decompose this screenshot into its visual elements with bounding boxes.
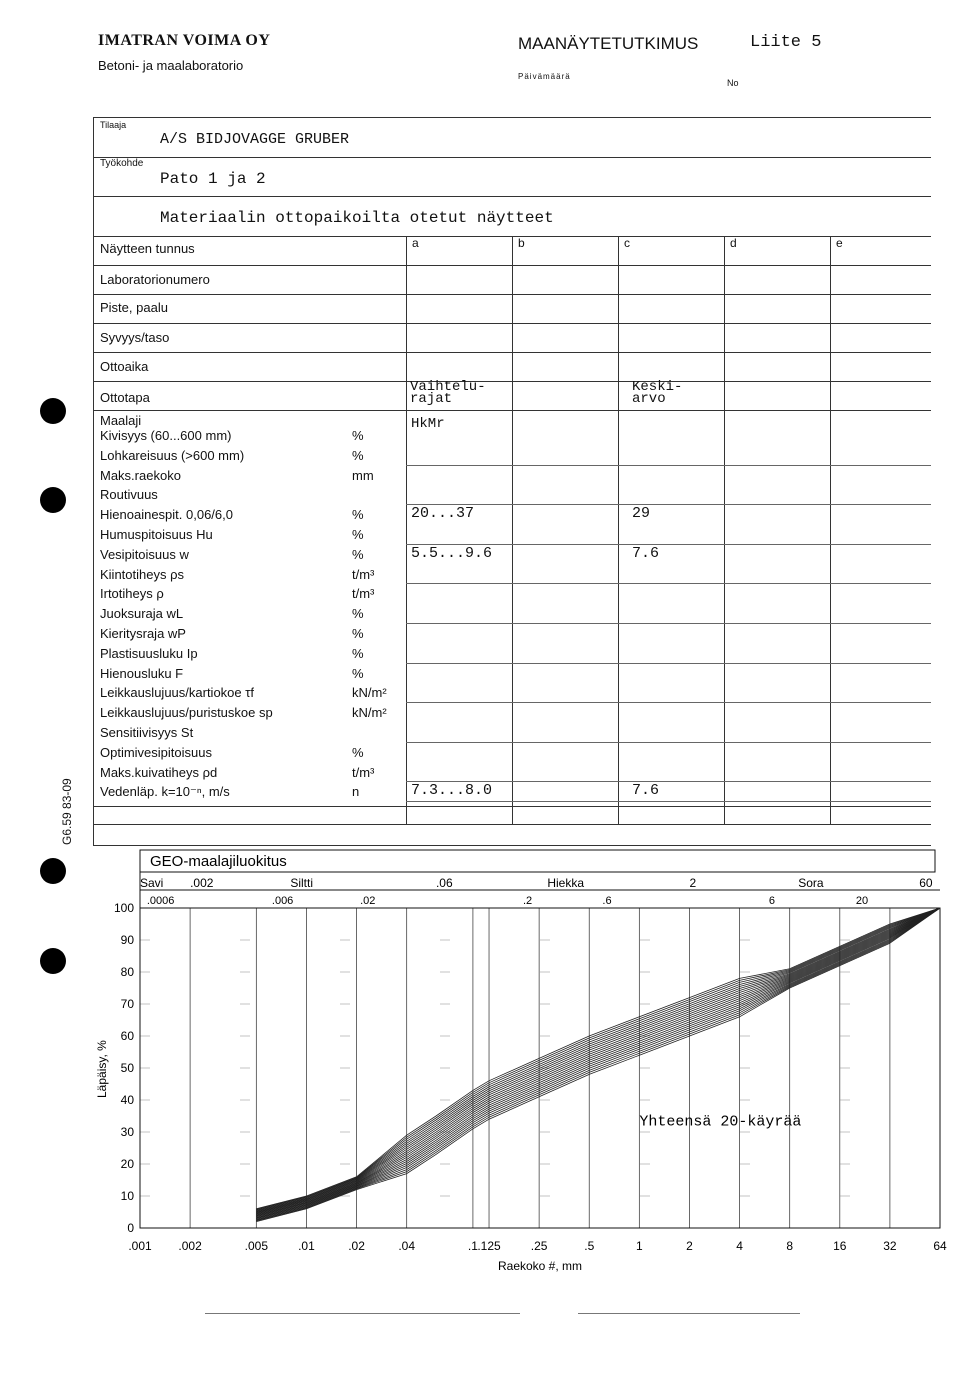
property-label: Optimivesipitoisuus <box>100 744 212 760</box>
property-label: Kieritysraja wP <box>100 626 186 641</box>
property-unit: % <box>352 527 364 542</box>
property-unit: % <box>352 626 364 641</box>
row-divider <box>406 663 931 664</box>
y-tick-label: 90 <box>120 933 134 947</box>
y-tick-label: 10 <box>120 1189 134 1203</box>
row-divider <box>93 824 931 825</box>
row-divider <box>406 583 931 584</box>
row-divider <box>93 806 931 807</box>
x-tick-label: 8 <box>786 1239 794 1253</box>
property-unit: n <box>352 784 360 800</box>
column-header-c: c <box>624 236 630 250</box>
chart-title: GEO-maalajiluokitus <box>150 853 287 870</box>
form-bottom-border <box>93 845 931 846</box>
x-tick-label: .002 <box>178 1239 202 1253</box>
property-label: Maks.raekoko <box>100 467 181 483</box>
curve-count-annotation: Yhteensä 20-käyrää <box>639 1113 802 1131</box>
property-unit: % <box>352 606 364 622</box>
property-unit: % <box>352 744 364 760</box>
sub-fraction-label: .2 <box>523 895 533 907</box>
property-mean-value: 7.6 <box>632 544 660 562</box>
gradation-curve <box>256 908 940 1215</box>
chart-labels <box>95 853 947 1273</box>
chart-curves <box>256 908 940 1222</box>
property-unit: t/m³ <box>352 586 375 602</box>
company-name: IMATRAN VOIMA OY <box>98 32 271 49</box>
y-tick-label: 80 <box>120 965 134 979</box>
sub-fraction-label: .6 <box>602 895 612 907</box>
footer-rule <box>578 1313 800 1314</box>
fraction-label: Savi <box>140 876 164 890</box>
property-label: Vedenläp. k=10⁻ⁿ, m/s <box>100 784 230 800</box>
property-label: Kivisyys (60...600 mm) <box>100 428 232 443</box>
row-label-lab-number: Laboratorionumero <box>100 272 210 287</box>
chart-grid <box>140 850 940 1228</box>
mean-header: Keski- arvo <box>632 379 683 407</box>
sub-fraction-label: .0006 <box>146 895 175 907</box>
worksite-label: Työkohde <box>100 158 144 169</box>
x-tick-label: .005 <box>244 1239 269 1253</box>
x-tick-label: .25 <box>530 1239 548 1253</box>
property-mean-value: 7.6 <box>632 782 660 800</box>
property-unit: kN/m² <box>352 685 387 701</box>
number-label: No <box>727 78 739 88</box>
y-tick-label: 60 <box>120 1029 134 1043</box>
column-divider <box>618 236 619 824</box>
punch-hole <box>40 398 66 424</box>
y-tick-label: 20 <box>120 1157 134 1171</box>
row-divider <box>406 702 931 703</box>
row-label-sample-id: Näytteen tunnus <box>100 241 195 256</box>
punch-hole <box>40 948 66 974</box>
punch-hole <box>40 858 66 884</box>
y-tick-label: 70 <box>120 997 134 1011</box>
row-divider <box>93 323 931 324</box>
x-tick-label: .01 <box>298 1239 315 1253</box>
property-unit: t/m³ <box>352 764 375 780</box>
property-range-value: 5.5...9.6 <box>411 544 493 562</box>
sub-fraction-label: 20 <box>855 895 869 907</box>
property-label: Juoksuraja wL <box>100 606 184 622</box>
y-tick-label: 40 <box>120 1093 134 1107</box>
form-title: MAANÄYTETUTKIMUS <box>518 34 699 53</box>
fraction-label: 2 <box>689 876 697 890</box>
x-tick-label: .1 <box>467 1239 478 1253</box>
property-label: Humuspitoisuus Hu <box>100 527 213 542</box>
y-tick-label: 100 <box>113 901 134 915</box>
client-label: Tilaaja <box>100 120 127 130</box>
property-label: Lohkareisuus (>600 mm) <box>100 447 245 463</box>
y-tick-label: 50 <box>120 1061 134 1075</box>
x-tick-label: 16 <box>833 1239 847 1253</box>
grain-size-chart <box>95 848 950 1278</box>
row-divider <box>93 410 931 411</box>
divider <box>93 196 931 197</box>
property-unit: % <box>352 645 364 661</box>
property-range-value: 20...37 <box>411 505 475 523</box>
fraction-label: .002 <box>190 876 214 890</box>
lab-name: Betoni- ja maalaboratorio <box>98 58 244 73</box>
property-label: Leikkauslujuus/puristuskoe sp <box>100 705 273 721</box>
column-divider <box>830 236 831 824</box>
property-unit: % <box>352 428 364 443</box>
x-tick-label: .5 <box>584 1239 595 1253</box>
x-tick-label: .125 <box>477 1239 501 1253</box>
property-label: Routivuus <box>100 487 158 503</box>
fraction-label: 60 <box>919 876 933 890</box>
property-unit: % <box>352 665 364 681</box>
sub-fraction-label: .006 <box>271 895 294 907</box>
x-tick-label: 1 <box>636 1239 643 1253</box>
punch-hole <box>40 487 66 513</box>
row-divider <box>93 352 931 353</box>
sub-fraction-label: .02 <box>360 895 376 907</box>
form-top-border <box>93 117 931 118</box>
margin-code: G6.59 83-09 <box>60 778 74 845</box>
fraction-label: Hiekka <box>547 876 585 890</box>
date-label: Päivämäärä <box>518 72 571 81</box>
gradation-curve <box>256 908 940 1213</box>
property-unit: kN/m² <box>352 705 387 721</box>
column-header-b: b <box>518 236 525 250</box>
fraction-label: Sora <box>798 876 824 890</box>
worksite-value: Pato 1 ja 2 <box>160 170 266 188</box>
attachment-label: Liite 5 <box>750 33 822 52</box>
row-divider <box>93 265 931 266</box>
sample-description: Materiaalin ottopaikoilta otetut näytteet <box>160 209 554 227</box>
client-value: A/S BIDJOVAGGE GRUBER <box>160 131 350 148</box>
property-label: Maks.kuivatiheys ρd <box>100 764 218 780</box>
fraction-label: Siltti <box>290 876 313 890</box>
x-tick-label: 2 <box>686 1239 693 1253</box>
x-axis-label: Raekoko #, mm <box>497 1259 583 1273</box>
form-left-border <box>93 117 94 845</box>
column-header-e: e <box>836 236 843 250</box>
x-tick-label: 64 <box>933 1239 947 1253</box>
y-axis-label: Läpäisy, % <box>95 1040 109 1098</box>
property-range-value: 7.3...8.0 <box>411 782 493 800</box>
column-header-d: d <box>730 236 737 250</box>
row-label-point: Piste, paalu <box>100 300 168 315</box>
column-divider <box>406 236 407 824</box>
property-label: Irtotiheys ρ <box>100 586 164 602</box>
range-header: Vaihtelu- rajat <box>410 379 486 407</box>
sub-fraction-label: 6 <box>768 895 776 907</box>
row-divider <box>406 465 931 466</box>
y-tick-label: 0 <box>127 1221 134 1235</box>
row-divider <box>406 801 931 802</box>
row-divider <box>93 294 931 295</box>
column-divider <box>512 236 513 824</box>
fraction-label: .06 <box>435 876 453 890</box>
property-label: Hienousluku F <box>100 665 184 681</box>
property-unit: mm <box>352 467 374 483</box>
property-label: Sensitiivisyys St <box>100 725 194 740</box>
row-label-soil-type: Maalaji <box>100 413 142 428</box>
column-divider <box>724 236 725 824</box>
row-divider <box>406 623 931 624</box>
divider <box>93 157 931 158</box>
row-divider <box>406 742 931 743</box>
property-label: Kiintotiheys ρs <box>100 566 184 582</box>
x-tick-label: .04 <box>398 1239 416 1253</box>
property-label: Leikkauslujuus/kartiokoe τf <box>100 685 254 701</box>
x-tick-label: .001 <box>128 1239 152 1253</box>
x-tick-label: 32 <box>883 1239 897 1253</box>
footer-rule <box>205 1313 520 1314</box>
property-unit: t/m³ <box>352 566 375 582</box>
row-label-sampling-time: Ottoaika <box>100 359 149 374</box>
property-unit: % <box>352 447 364 463</box>
row-label-depth: Syvyys/taso <box>100 330 170 345</box>
property-label: Plastisuusluku Ip <box>100 645 198 661</box>
x-tick-label: 4 <box>736 1239 743 1253</box>
row-divider <box>93 381 931 382</box>
row-divider <box>406 504 931 505</box>
property-label: Hienoainespit. 0,06/6,0 <box>100 507 233 523</box>
row-label-sampling-method: Ottotapa <box>100 390 150 405</box>
x-tick-label: .02 <box>348 1239 365 1253</box>
property-mean-value: 29 <box>632 505 651 523</box>
property-unit: % <box>352 546 364 562</box>
soil-type-range: HkMr <box>411 416 445 432</box>
property-unit: % <box>352 507 364 523</box>
property-label: Vesipitoisuus w <box>100 546 189 562</box>
y-tick-label: 30 <box>120 1125 134 1139</box>
column-header-a: a <box>412 236 419 250</box>
